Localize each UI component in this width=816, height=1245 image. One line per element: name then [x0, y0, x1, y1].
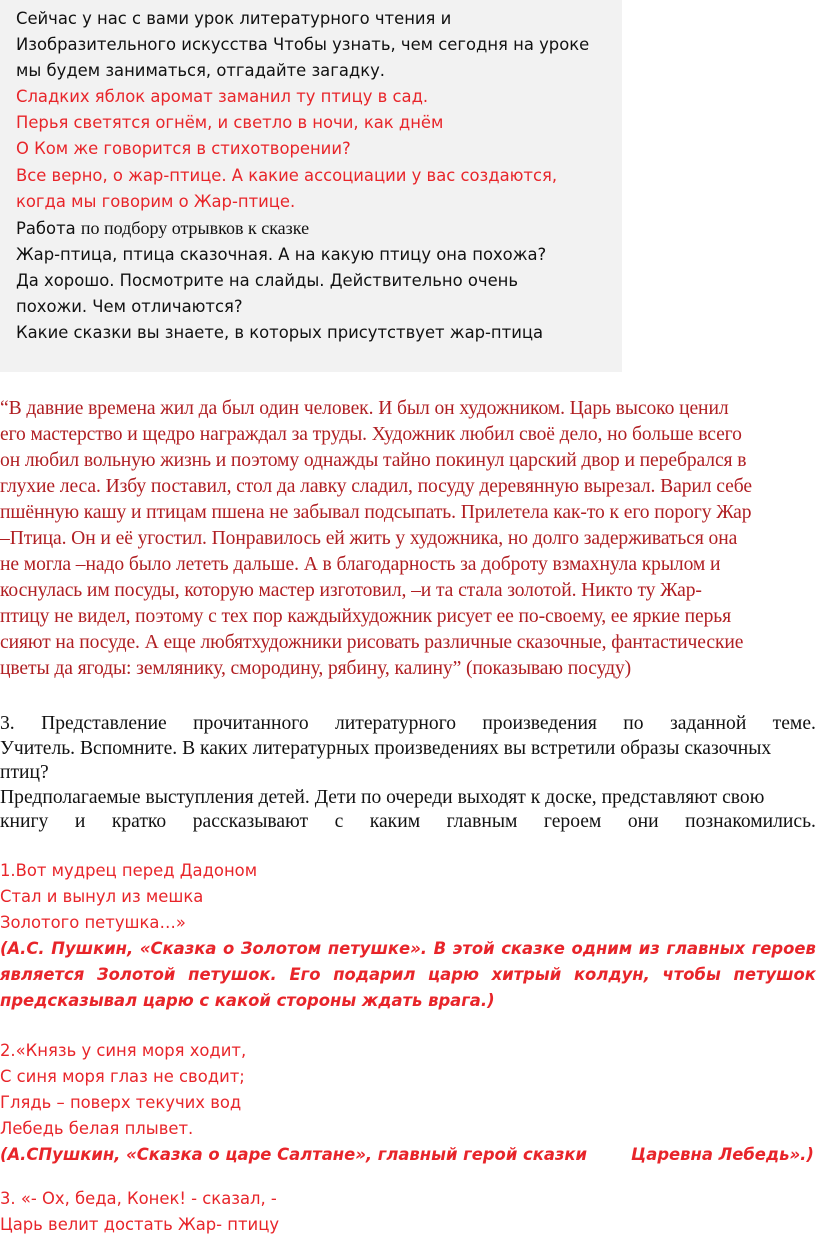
- word: петушок.: [188, 965, 277, 984]
- story-line: птицу не видел, поэтому с тех пор каждыйхудожник рисует ее по-своему, ее яркие перья: [0, 606, 732, 627]
- word: Пушкин,: [51, 939, 134, 958]
- poem1-reference-line: предсказывал царю с какой стороны ждать врага.): [0, 991, 495, 1010]
- word: является: [0, 965, 85, 984]
- word: с: [334, 811, 344, 833]
- work-line: [16, 215, 616, 242]
- intro-after-line: Какие сказки вы знаете, в которых присутствует жар-птица: [16, 323, 544, 343]
- word: главных: [666, 939, 746, 958]
- teacher-question-end: птиц?: [0, 762, 49, 784]
- expected-answers-line: Предполагаемые выступления детей. Дети по очереди выходят к доске, представляют свою: [0, 786, 765, 808]
- word: В: [433, 939, 447, 958]
- word: петушок: [733, 965, 816, 984]
- intro-line: мы будем заниматься, отгадайте загадку.: [16, 61, 386, 81]
- poem-line: Золотого петушка…»: [0, 913, 186, 932]
- story-line: не могла –надо было лететь дальше. А в благодарность за доброту взмахнула крылом и: [0, 554, 721, 575]
- word: прочитанного: [193, 713, 309, 734]
- word: чтобы: [662, 965, 721, 984]
- poem-line: Стал и вынул из мешка: [0, 887, 204, 906]
- teacher-question-line: Учитель. Вспомните. В каких литературных произведениях вы встретили образы сказочных: [0, 737, 772, 759]
- reference-part: (А.СПушкин, «Сказка о царе Салтане», главный герой сказки: [0, 1145, 588, 1164]
- word: они: [627, 811, 659, 833]
- work-rest: по подбору отрывков к сказке: [80, 217, 310, 238]
- expected-answers-line-2: [0, 810, 816, 835]
- riddle-line: Все верно, о жар-птице. А какие ассоциации у вас создаются,: [16, 165, 558, 185]
- word: царю: [428, 965, 479, 984]
- word: и: [74, 811, 86, 833]
- word: кратко: [111, 811, 167, 833]
- intro-line: Изобразительного искусства Чтобы узнать, чем сегодня на уроке: [16, 35, 590, 55]
- word: по: [623, 713, 644, 734]
- word: теме.: [772, 713, 816, 734]
- word: Представление: [41, 713, 167, 734]
- word: главным: [446, 811, 518, 833]
- story-line: цветы да ягоды: землянику, смородину, рябину, калину” (показываю посуду): [0, 658, 632, 679]
- poem-line: 1.Вот мудрец перед Дадоном: [0, 861, 258, 880]
- word: петушке».: [327, 939, 427, 958]
- word: литературного: [335, 713, 457, 734]
- riddle-line: О Ком же говорится в стихотворении?: [16, 139, 351, 159]
- poem1-reference-line: [0, 962, 816, 988]
- word: подарил: [333, 965, 416, 984]
- poem-line: 2.«Князь у синя моря ходит,: [0, 1041, 247, 1060]
- story-line: пшённую кашу и птицам пшена не забывал подсыпать. Прилетела как-то к его порогу Жар: [0, 502, 752, 523]
- word: одним: [571, 939, 633, 958]
- intro-after-line: Жар-птица, птица сказочная. А на какую птицу она похожа?: [16, 244, 547, 264]
- word: (А.С.: [0, 939, 45, 958]
- word: героев: [751, 939, 816, 958]
- section3-heading-line: [0, 712, 816, 737]
- story-line: “В давние времена жил да был один человек. И был он художником. Царь высоко ценил: [0, 398, 729, 419]
- reference-part: Царевна Лебедь».): [631, 1145, 814, 1164]
- story-line: его мастерство и щедро награждал за труды. Художник любил своё дело, но больше всего: [0, 424, 742, 445]
- riddle-line: когда мы говорим о Жар-птице.: [16, 191, 296, 211]
- word: из: [638, 939, 660, 958]
- riddle-line: Сладких яблок аромат заманил ту птицу в сад.: [16, 87, 429, 107]
- poem-line: Лебедь белая плывет.: [0, 1119, 194, 1138]
- word: Его: [289, 965, 321, 984]
- word: заданной: [669, 713, 747, 734]
- word: познакомились.: [685, 811, 816, 833]
- poem1-reference-line: [0, 936, 816, 962]
- poem-line: 3. «- Ох, беда, Конек! - сказал, -: [0, 1189, 277, 1208]
- word: книгу: [0, 811, 49, 833]
- word: рассказывают: [192, 811, 309, 833]
- story-line: –Птица. Он и её угостил. Понравилось ей жить у художника, но долго задерживаться она: [0, 528, 738, 549]
- story-line: сияют на посуде. А еще любятхудожники рисовать различные сказочные, фантастические: [0, 632, 744, 653]
- word: хитрый: [491, 965, 562, 984]
- word: о: [223, 939, 235, 958]
- word: «Сказка: [139, 939, 217, 958]
- word: этой: [452, 939, 495, 958]
- word: каким: [369, 811, 421, 833]
- intro-text: [16, 6, 616, 346]
- word: Золотой: [97, 965, 176, 984]
- story-paragraph: [0, 396, 816, 682]
- word: произведения: [482, 713, 597, 734]
- poem-line: Глядь – поверх текучих вод: [0, 1093, 242, 1112]
- poem-1: [0, 858, 816, 1014]
- story-line: глухие леса. Избу поставил, стол да лавку сладил, посуду деревянную вырезал. Варил себе: [0, 476, 752, 497]
- poem-line: С синя моря глаз не сводит;: [0, 1067, 245, 1086]
- intro-after-line: похожи. Чем отличаются?: [16, 297, 243, 317]
- work-prefix: Работа: [16, 218, 81, 238]
- poem-2: [0, 1038, 816, 1168]
- word: сказке: [501, 939, 565, 958]
- intro-after-line: Да хорошо. Посмотрите на слайды. Действительно очень: [16, 270, 519, 290]
- word: 3.: [0, 713, 15, 734]
- word: Золотом: [240, 939, 322, 958]
- story-line: он любил вольную жизнь и поэтому однажды тайно покинул царский двор и перебрался в: [0, 450, 747, 471]
- story-line: коснулась им посуды, которую мастер изготовил, –и та стала золотой. Никто ту Жар-: [0, 580, 702, 601]
- section-3: [0, 712, 816, 835]
- poem-3: [0, 1186, 816, 1238]
- word: колдун,: [573, 965, 650, 984]
- word: героем: [543, 811, 602, 833]
- poem-line: Царь велит достать Жар- птицу: [0, 1215, 280, 1234]
- riddle-line: Перья светятся огнём, и светло в ночи, как днём: [16, 113, 444, 133]
- intro-line: Сейчас у нас с вами урок литературного чтения и: [16, 9, 452, 28]
- poem2-reference-line: [0, 1142, 816, 1168]
